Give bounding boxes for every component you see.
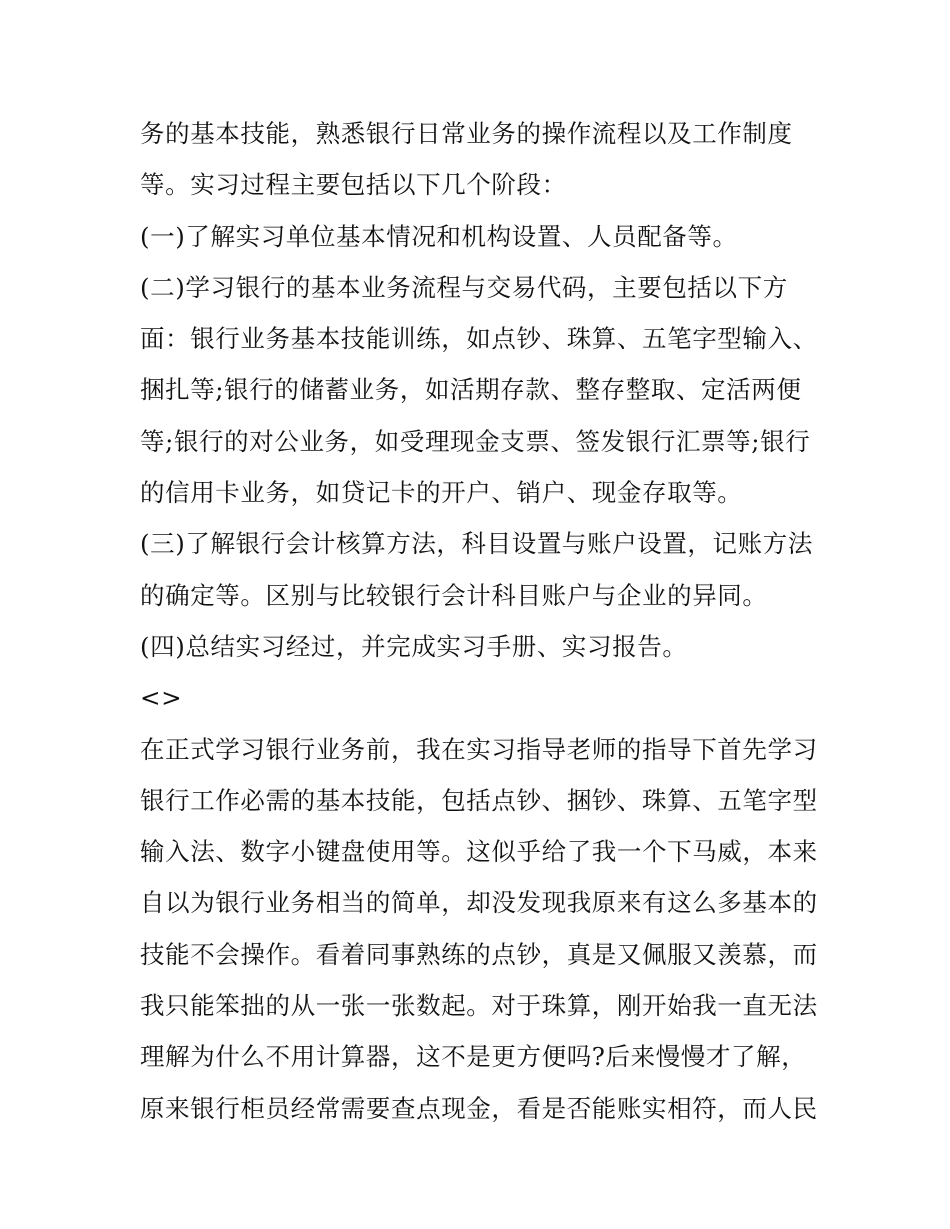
text-line: 等;银行的对公业务，如受理现金支票、签发银行汇票等;银行 — [140, 426, 811, 456]
text-line: 的信用卡业务，如贷记卡的开户、销户、现金存取等。 — [140, 478, 743, 508]
text-line: 原来银行柜员经常需要查点现金，看是否能账实相符，而人民 — [140, 1093, 818, 1123]
text-line: (三)了解银行会计核算方法，科目设置与账户设置，记账方法 — [140, 529, 813, 559]
text-line: 捆扎等;银行的储蓄业务，如活期存款、整存整取、定活两便 — [140, 375, 802, 405]
text-line: 的确定等。区别与比较银行会计科目账户与企业的异同。 — [140, 580, 768, 610]
text-line: (二)学习银行的基本业务流程与交易代码，主要包括以下方 — [140, 272, 788, 302]
text-line: 理解为什么不用计算器，这不是更方便吗?后来慢慢才了解， — [140, 1042, 807, 1072]
text-line: 自以为银行业务相当的简单，却没发现我原来有这么多基本的 — [140, 888, 818, 918]
text-line: 面：银行业务基本技能训练，如点钞、珠算、五笔字型输入、 — [140, 324, 818, 354]
text-line: 技能不会操作。看着同事熟练的点钞，真是又佩服又羡慕，而 — [140, 939, 818, 969]
text-line: 我只能笨拙的从一张一张数起。对于珠算，刚开始我一直无法 — [140, 991, 818, 1021]
text-line: 务的基本技能，熟悉银行日常业务的操作流程以及工作制度 — [140, 119, 793, 148]
text-line: 输入法、数字小键盘使用等。这似乎给了我一个下马威，本来 — [140, 837, 818, 867]
text-line: (一)了解实习单位基本情况和机构设置、人员配备等。 — [140, 221, 738, 251]
text-line: (四)总结实习经过，并完成实习手册、实习报告。 — [140, 631, 688, 661]
text-line: 等。实习过程主要包括以下几个阶段： — [140, 170, 567, 200]
text-line: 在正式学习银行业务前，我在实习指导老师的指导下首先学习 — [140, 734, 818, 764]
text-line: <> — [140, 683, 183, 713]
body-text — [140, 108, 820, 1134]
text-line: 银行工作必需的基本技能，包括点钞、捆钞、珠算、五笔字型 — [140, 785, 818, 815]
